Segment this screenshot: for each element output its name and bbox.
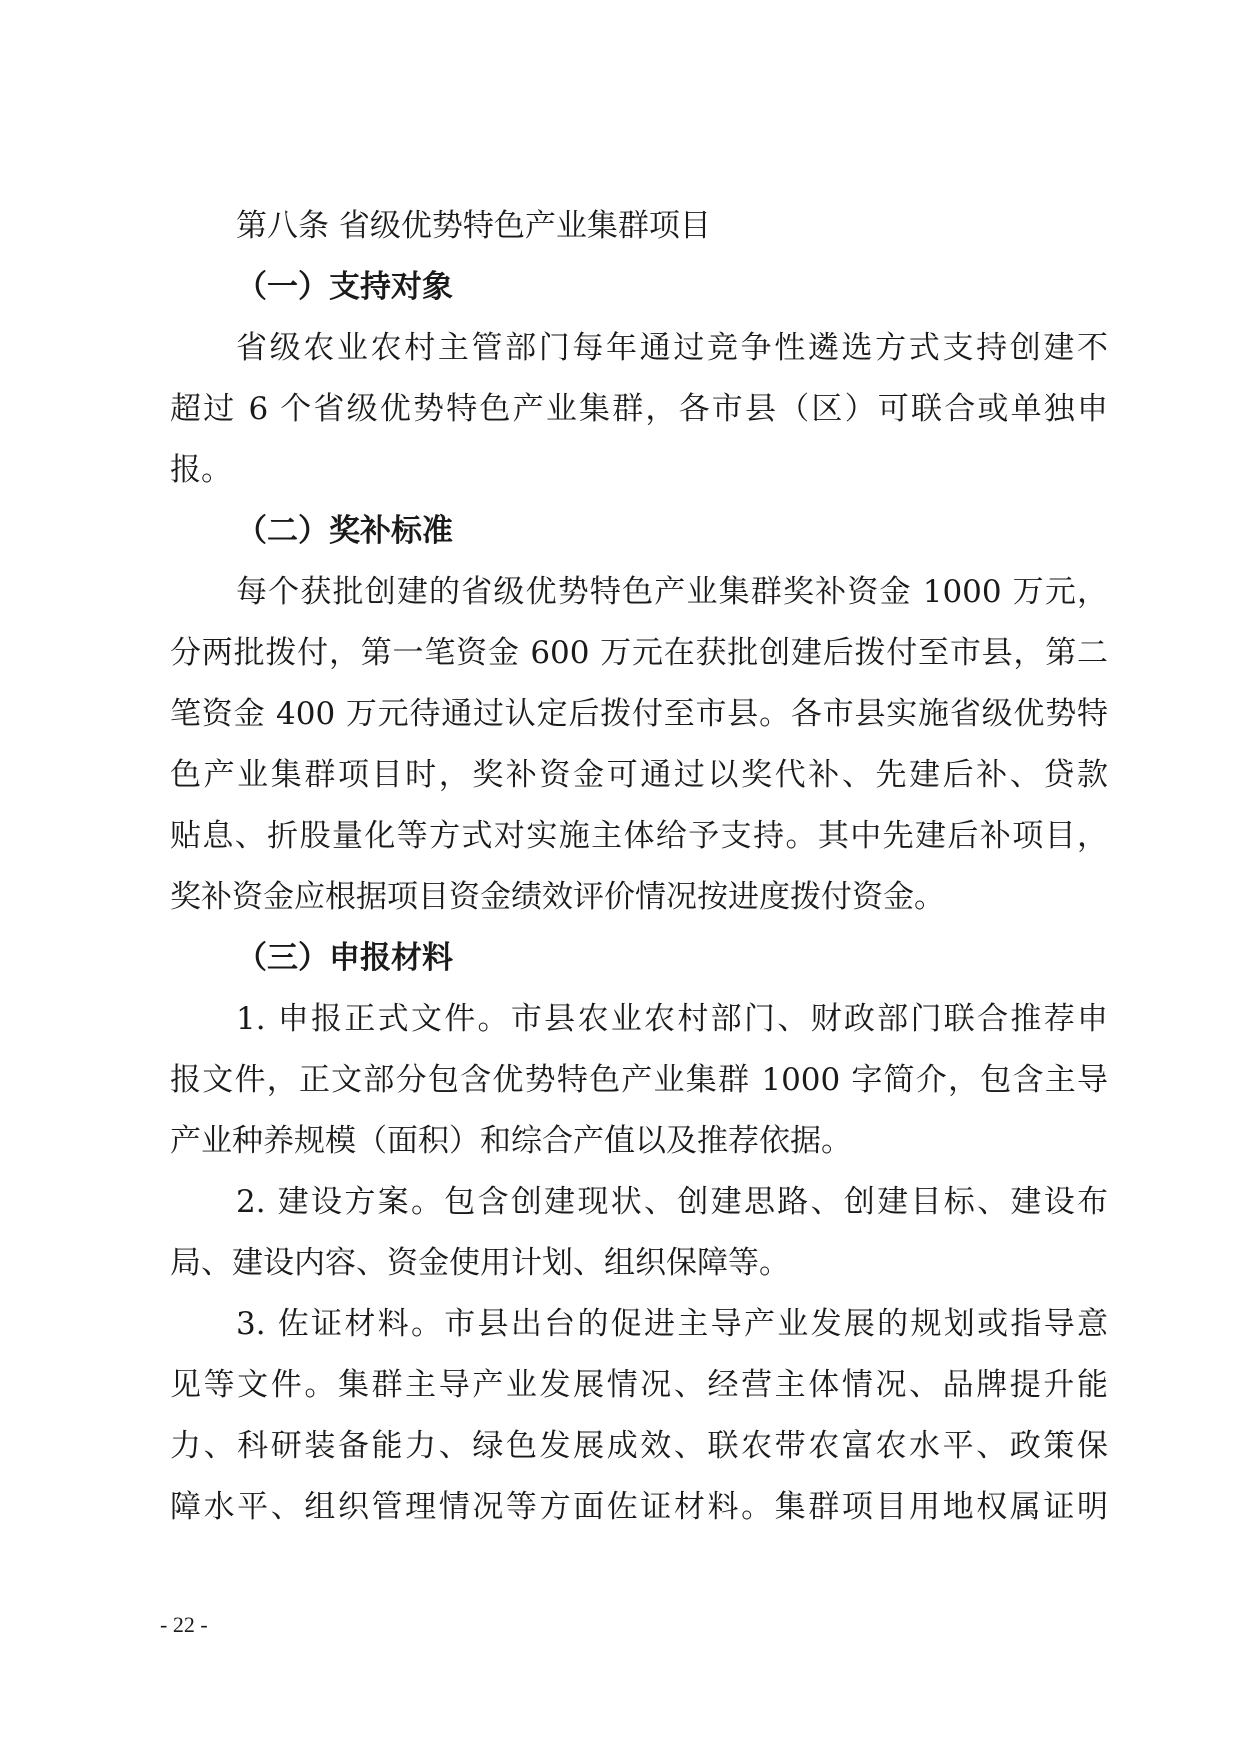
paragraph-line: 报。 bbox=[170, 452, 232, 488]
paragraph-line: 奖补资金应根据项目资金绩效评价情况按进度拨付资金。 bbox=[170, 879, 945, 915]
paragraph-line: 见等文件。集群主导产业发展情况、经营主体情况、品牌提升能 bbox=[170, 1367, 1108, 1403]
paragraph-line: 笔资金 400 万元待通过认定后拨付至市县。各市县实施省级优势特 bbox=[170, 696, 1108, 732]
page-number: - 22 - bbox=[160, 1612, 208, 1637]
paragraph-line: 每个获批创建的省级优势特色产业集群奖补资金 1000 万元， bbox=[236, 574, 1108, 610]
paragraph-line: 1. 申报正式文件。市县农业农村部门、财政部门联合推荐申 bbox=[236, 1001, 1108, 1037]
paragraph-line: 障水平、组织管理情况等方面佐证材料。集群项目用地权属证明 bbox=[170, 1489, 1108, 1525]
paragraph-line: 贴息、折股量化等方式对实施主体给予支持。其中先建后补项目， bbox=[170, 818, 1108, 854]
paragraph-line: 力、科研装备能力、绿色发展成效、联农带农富农水平、政策保 bbox=[170, 1428, 1108, 1464]
paragraph-line: 2. 建设方案。包含创建现状、创建思路、创建目标、建设布 bbox=[236, 1184, 1108, 1220]
section-heading-application-materials: （三）申报材料 bbox=[236, 940, 453, 976]
article-heading: 第八条 省级优势特色产业集群项目 bbox=[236, 208, 711, 244]
section-heading-subsidy-standard: （二）奖补标准 bbox=[236, 513, 453, 549]
paragraph-line: 3. 佐证材料。市县出台的促进主导产业发展的规划或指导意 bbox=[236, 1306, 1108, 1342]
paragraph-line: 省级农业农村主管部门每年通过竞争性遴选方式支持创建不 bbox=[236, 330, 1108, 366]
paragraph-line: 色产业集群项目时，奖补资金可通过以奖代补、先建后补、贷款 bbox=[170, 757, 1108, 793]
paragraph-line: 产业种养规模（面积）和综合产值以及推荐依据。 bbox=[170, 1123, 852, 1159]
paragraph-line: 分两批拨付，第一笔资金 600 万元在获批创建后拨付至市县，第二 bbox=[170, 635, 1108, 671]
paragraph-line: 局、建设内容、资金使用计划、组织保障等。 bbox=[170, 1245, 790, 1281]
document-body bbox=[170, 196, 1108, 1538]
paragraph-line: 报文件，正文部分包含优势特色产业集群 1000 字简介，包含主导 bbox=[170, 1062, 1108, 1098]
paragraph-line: 超过 6 个省级优势特色产业集群，各市县（区）可联合或单独申 bbox=[170, 391, 1108, 427]
section-heading-support-target: （一）支持对象 bbox=[236, 269, 453, 305]
